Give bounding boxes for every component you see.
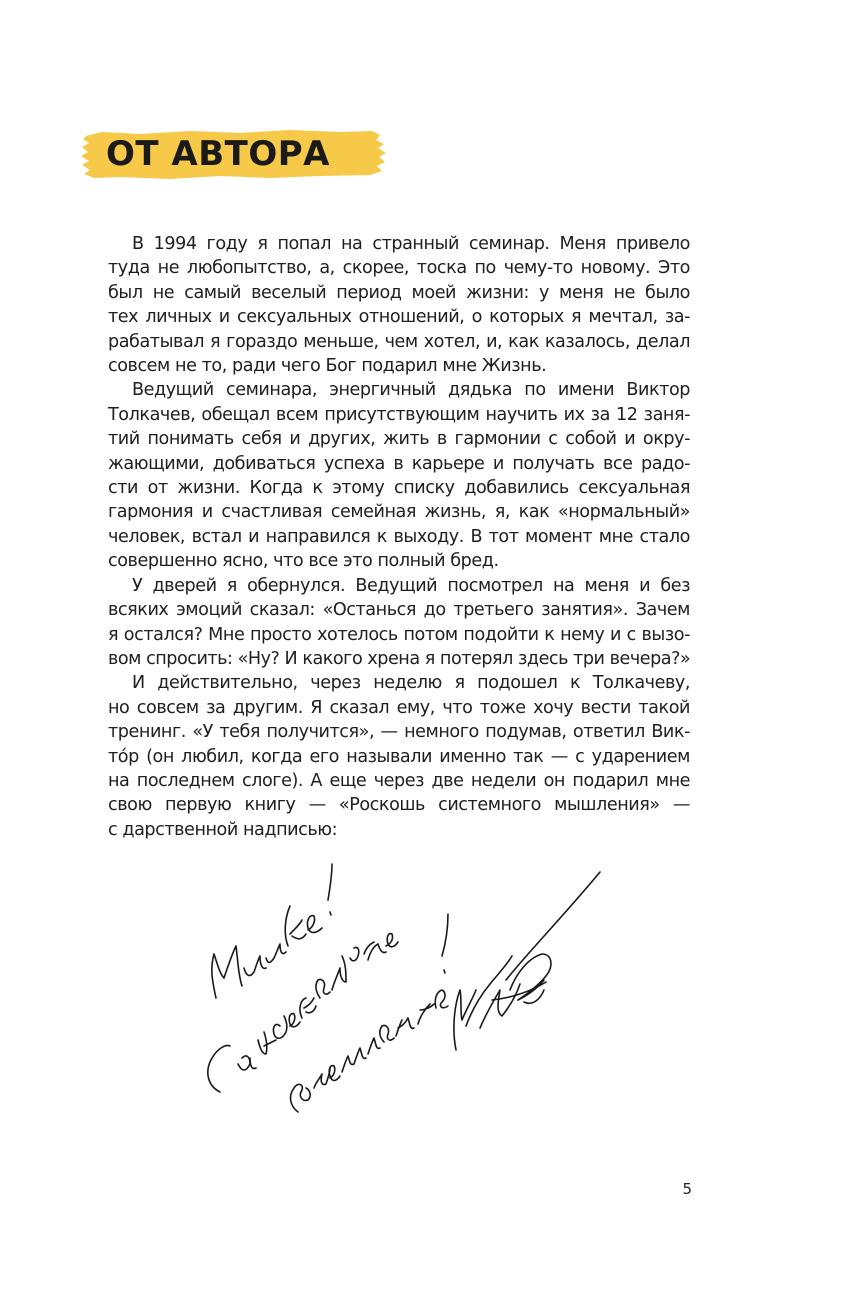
text-line: свою первую книгу — «Роскошь системного мышления» — <box>108 795 690 816</box>
inscription-line-1 <box>212 864 332 998</box>
signature <box>454 872 600 1050</box>
text-line: жающими, добиваться успеха в карьере и получать все радо- <box>108 453 690 474</box>
text-line: я остался? Мне просто хотелось потом подойти к нему и с вызо- <box>108 624 690 645</box>
text-line: Толкачев, обещал всем присутствующим научить их за 12 заня- <box>108 404 690 425</box>
body-text <box>108 232 690 842</box>
text-line: тий понимать себя и других, жить в гармонии с собой и окру- <box>108 429 690 450</box>
text-line: но совсем за другим. Я сказал ему, что тоже хочу вести такой <box>108 697 690 718</box>
text-line: У дверей я обернулся. Ведущий посмотрел на меня и без <box>132 575 690 596</box>
text-line: рабатывал я гораздо меньше, чем хотел, и, как казалось, делал <box>108 331 690 352</box>
paragraph-3 <box>108 574 690 672</box>
text-line: тренинг. «У тебя получится», — немного подумав, ответил Вик- <box>108 722 690 743</box>
chapter-heading <box>80 126 390 182</box>
text-line: гармония и счастливая семейная жизнь, я, как «нормальный» <box>108 502 690 523</box>
inscription-line-3 <box>291 914 448 1112</box>
text-line: сти от жизни. Когда к этому списку добавились сексуальная <box>108 478 690 499</box>
paragraph-2 <box>108 378 690 573</box>
text-line: всяких эмоций сказал: «Останься до третьего занятия». Зачем <box>108 600 690 621</box>
paragraph-4 <box>108 671 690 842</box>
chapter-title: ОТ АВТОРА <box>106 134 330 174</box>
text-line: туда не любопытство, а, скорее, тоска по чему-то новому. Это <box>108 258 690 279</box>
text-line: с дарственной надписью: <box>108 819 338 840</box>
handwritten-inscription <box>180 850 620 1120</box>
text-line: человек, встал и направился к выходу. В тот момент мне стало <box>108 526 690 547</box>
inscription-line-2 <box>208 934 398 1092</box>
text-line: В 1994 году я попал на странный семинар. Меня привело <box>132 234 690 254</box>
text-line: то́р (он любил, когда его называли именно так — с ударением <box>108 746 690 767</box>
text-line: И действительно, через неделю я подошел к Толкачеву, <box>132 673 690 694</box>
text-line: совсем не то, ради чего Бог подарил мне Жизнь. <box>108 356 547 377</box>
text-line: на последнем слоге). А еще через две недели он подарил мне <box>108 770 690 791</box>
text-line: вом спросить: «Ну? И какого хрена я потерял здесь три вечера?» <box>108 648 691 669</box>
text-line: Ведущий семинара, энергичный дядька по имени Виктор <box>132 380 690 401</box>
page-number: 5 <box>682 1180 692 1198</box>
text-line: совершенно ясно, что все это полный бред. <box>108 551 499 572</box>
paragraph-1 <box>108 232 690 378</box>
text-line: был не самый веселый период моей жизни: у меня не было <box>108 282 690 303</box>
text-line: тех личных и сексуальных отношений, о которых я мечтал, за- <box>108 307 690 328</box>
